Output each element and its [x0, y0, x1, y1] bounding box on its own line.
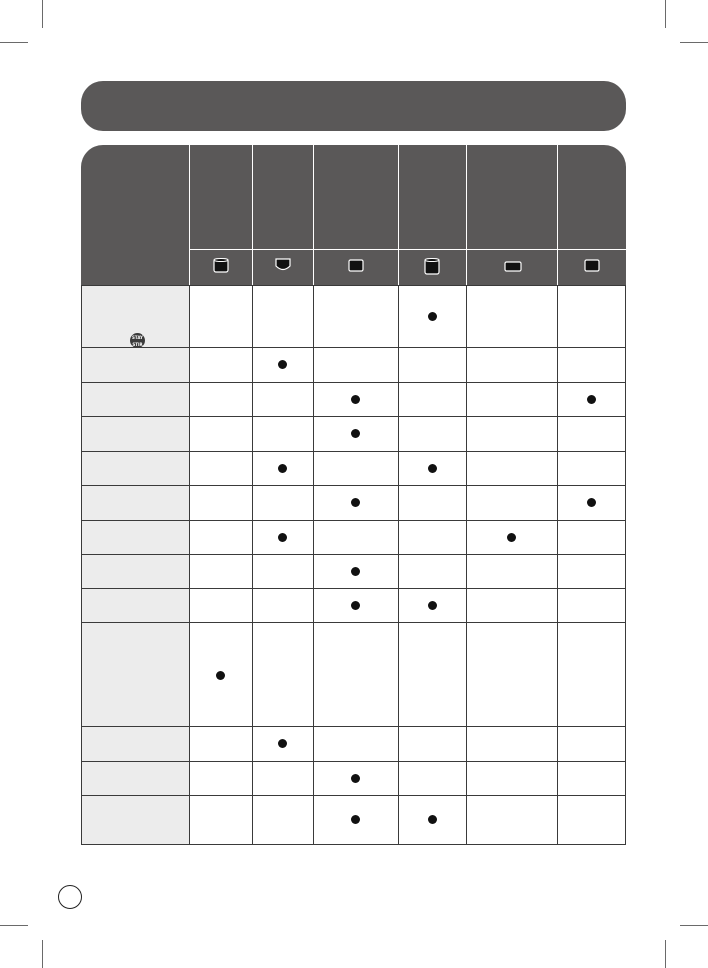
table-column-line: [81, 285, 82, 845]
table-mark-dot: [351, 774, 360, 783]
table-mark-dot: [216, 671, 225, 680]
header-column-divider: [252, 145, 253, 285]
table-mark-dot: [428, 464, 437, 473]
table-mark-dot: [278, 533, 287, 542]
table-column-line: [313, 285, 314, 845]
table-mark-dot: [428, 815, 437, 824]
row-label-cell: [81, 589, 189, 622]
badge-line2: STIR: [132, 342, 143, 347]
table-mark-dot: [351, 567, 360, 576]
header-column-divider: [189, 145, 190, 285]
table-mark-dot: [587, 395, 596, 404]
table-mark-dot: [351, 429, 360, 438]
pot-icon: [212, 257, 230, 277]
table-column-line: [398, 285, 399, 845]
wok-icon: [274, 257, 292, 277]
table-row-line: [81, 520, 626, 521]
row-label-cell: [81, 417, 189, 451]
table-row-line: [81, 622, 626, 623]
table-mark-dot: [428, 312, 437, 321]
row-label-cell: [81, 348, 189, 382]
table-column-line: [252, 285, 253, 845]
table-column-line: [625, 285, 626, 845]
table-mark-dot: [428, 601, 437, 610]
page-number: [58, 885, 82, 909]
header-column-divider: [557, 145, 558, 285]
table-mark-dot: [278, 739, 287, 748]
table-row-line: [81, 451, 626, 452]
row-label-cell: [81, 521, 189, 554]
table-mark-dot: [351, 395, 360, 404]
header-column-divider: [466, 145, 467, 285]
shallow-pan-icon: [503, 257, 523, 276]
row-label-cell: [81, 486, 189, 520]
table-mark-dot: [351, 601, 360, 610]
stay-stir-badge: [130, 333, 145, 348]
row-label-cell: [81, 727, 189, 761]
table-column-line: [557, 285, 558, 845]
table-row-line: [81, 285, 626, 286]
table-row-line: [81, 485, 626, 486]
table-mark-dot: [351, 815, 360, 824]
table-column-line: [189, 285, 190, 845]
header-column-divider: [398, 145, 399, 285]
table-mark-dot: [587, 498, 596, 507]
small-pan-icon: [583, 257, 601, 277]
row-label-cell: [81, 623, 189, 726]
table-mark-dot: [507, 533, 516, 542]
table-row-line: [81, 844, 626, 845]
header-divider: [189, 249, 626, 250]
table-mark-dot: [278, 464, 287, 473]
tall-pot-icon: [423, 257, 441, 279]
table-row-line: [81, 761, 626, 762]
table-row-line: [81, 588, 626, 589]
table-row-line: [81, 554, 626, 555]
table-row-line: [81, 726, 626, 727]
row-label-cell: [81, 383, 189, 416]
table-column-line: [466, 285, 467, 845]
table-row-line: [81, 416, 626, 417]
badge-line1: STAY: [132, 335, 143, 340]
row-label-cell: [81, 452, 189, 485]
table-mark-dot: [278, 360, 287, 369]
row-label-cell: [81, 796, 189, 844]
row-label-cell: [81, 762, 189, 795]
table-row-line: [81, 795, 626, 796]
table-row-line: [81, 347, 626, 348]
table-mark-dot: [351, 498, 360, 507]
row-label-cell: [81, 555, 189, 588]
pan-icon: [347, 257, 365, 277]
header-column-divider: [313, 145, 314, 285]
table-row-line: [81, 382, 626, 383]
